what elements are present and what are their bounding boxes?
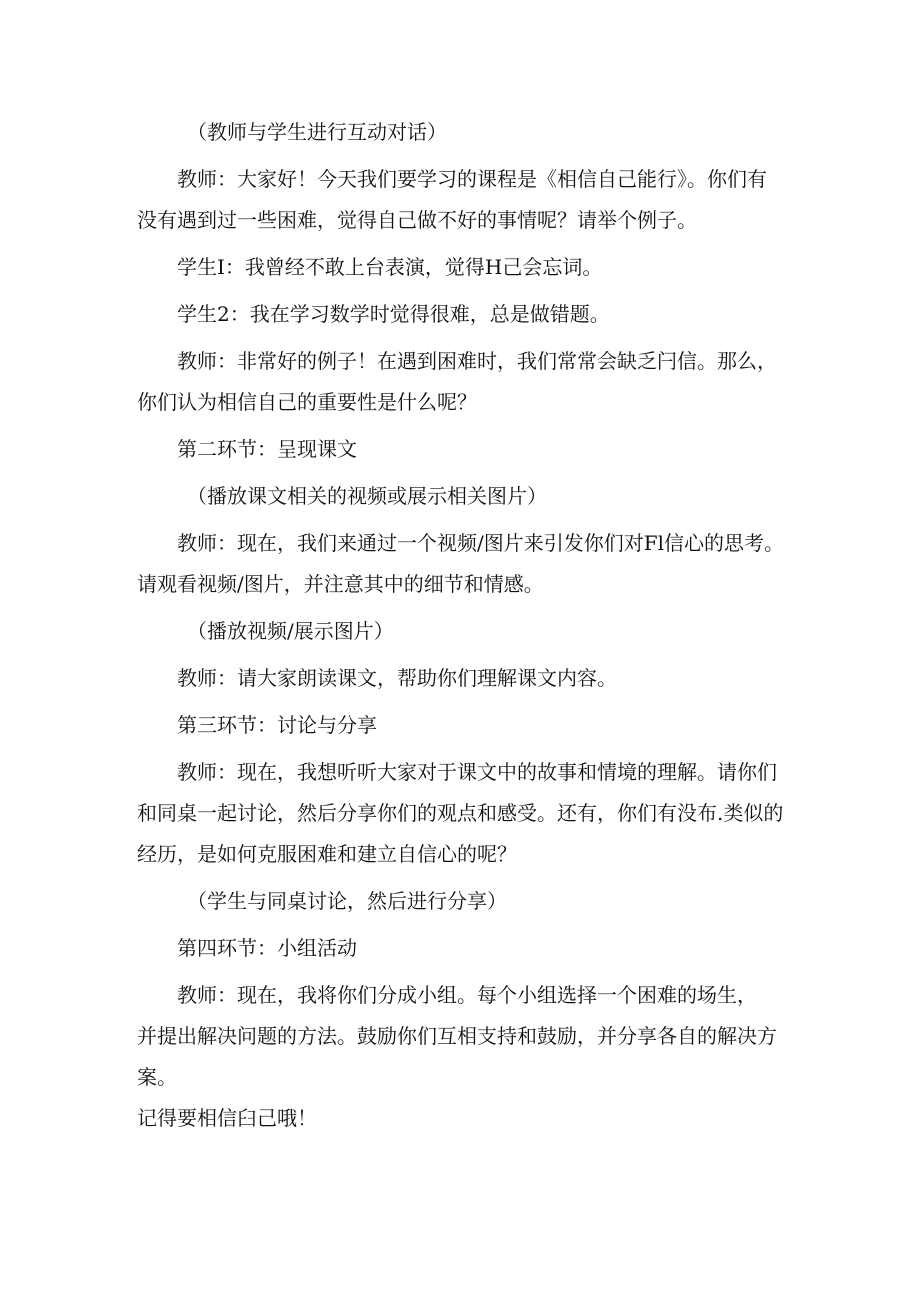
document-body [137,112,802,1145]
text-paragraph [137,752,802,875]
text-paragraph [137,429,802,470]
text-line: 经历，是如何克服困难和建立自信心的呢？ [137,842,517,866]
text-line: （播放课文相关的视频或展示相关图片） [187,484,547,508]
stage-direction-paragraph [137,112,802,153]
text-line: 学生2：我在学习数学时觉得很难，总是做错题。 [177,302,610,326]
text-line: 教师：大家好！今天我们要学习的课程是《相信自己能行》。你们有 [177,167,767,191]
text-line: 教师：请大家朗读课文，帮助你们理解课文内容。 [177,666,617,690]
text-line: 教师：现在，我们来通过一个视频/图片来引发你们对Fl信心的思考。 [177,531,785,555]
text-paragraph [137,658,802,699]
text-paragraph [137,294,802,335]
text-paragraph [137,247,802,288]
text-line: 和同桌一起讨论，然后分享你们的观点和感受。还有，你们有没布.类似的 [137,801,784,825]
text-line: 第三环节：讨论与分享 [177,713,377,737]
text-line: 请观看视频/图片，并注意其中的细节和情感。 [137,572,544,596]
text-paragraph [137,705,802,746]
text-paragraph [137,975,802,1139]
text-line: 教师：现在，我将你们分成小组。每个小组选择一个困难的场生， [177,983,757,1007]
text-line: （播放视频/展示图片） [187,619,394,643]
text-line: （学生与同桌讨论，然后进行分享） [187,889,507,913]
text-line: 第二环节：呈现课文 [177,437,357,461]
text-paragraph [137,523,802,605]
stage-direction-paragraph [137,476,802,517]
text-line: 记得要相信臼己哦！ [137,1106,317,1130]
stage-direction-paragraph [137,881,802,922]
text-paragraph [137,159,802,241]
text-paragraph [137,341,802,423]
text-line: （教师与学生进行互动对话） [187,120,447,144]
text-line: 没有遇到过一些困难，觉得自己做不好的事情呢？请举个例子。 [137,208,697,232]
text-line: 教师：非常好的例子！在遇到困难时，我们常常会缺乏闩信。那么， [177,349,777,373]
stage-direction-paragraph [137,611,802,652]
text-line: 第四环节：小组活动 [177,936,357,960]
text-paragraph [137,928,802,969]
text-line: 教师：现在，我想听听大家对于课文中的故事和情境的理解。请你们 [177,760,777,784]
text-line: 学生I：我曾经不敢上台表演，觉得H己会忘词。 [177,255,603,279]
text-line: 并提出解决问题的方法。鼓励你们互相支持和鼓励，并分享各自的解决方案。 [137,1024,777,1089]
text-line: 你们认为相信自己的重要性是什么呢？ [137,390,477,414]
